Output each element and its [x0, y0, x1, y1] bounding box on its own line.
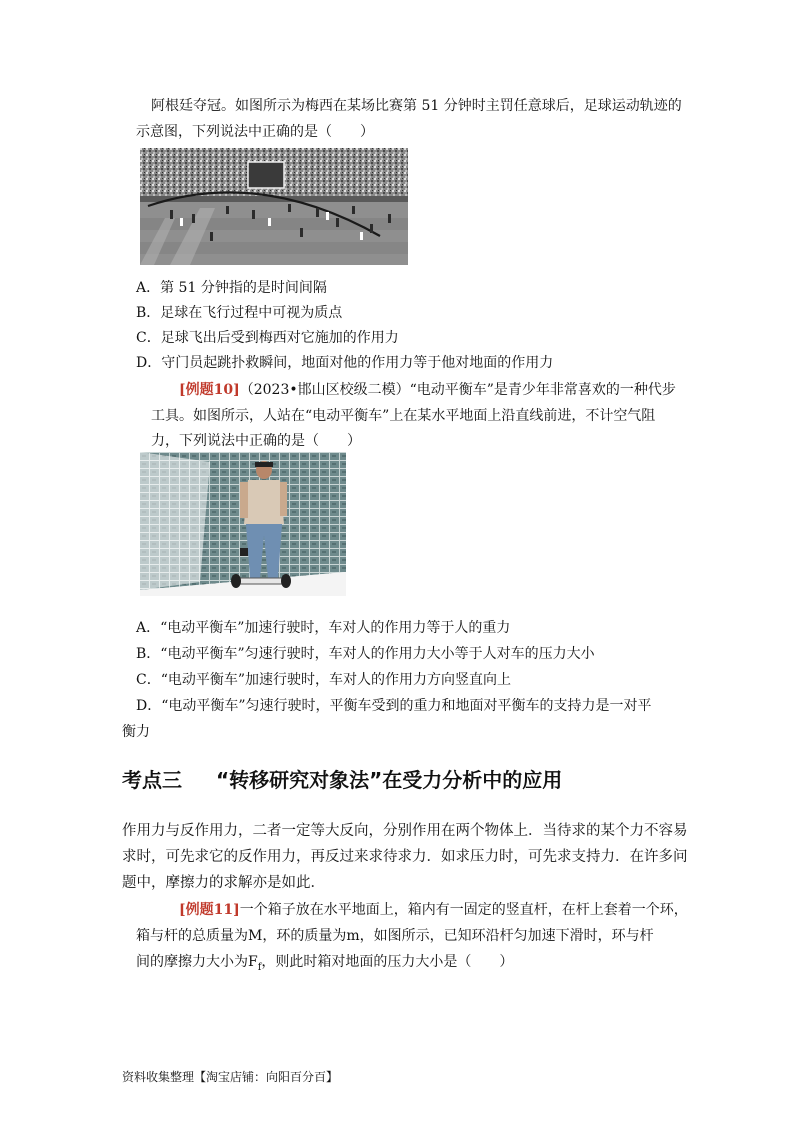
q11-stem-text3-post: ，则此时箱对地面的压力大小是（ ）: [261, 954, 514, 970]
q11-stem-line2: 箱与杆的总质量为M，环的质量为m，如图所示，已知环沿杆匀加速下滑时，环与杆: [136, 928, 654, 944]
section-number: 考点三: [122, 768, 182, 792]
q10-option-d: D．“电动平衡车”匀速行驶时，平衡车受到的重力和地面对平衡车的支持力是一对平: [136, 698, 652, 714]
q10-option-d-continued: 衡力: [122, 724, 150, 740]
q9-option-c: C．足球飞出后受到梅西对它施加的作用力: [136, 330, 399, 346]
q11-stem-text3-pre: 间的摩擦力大小为F: [136, 954, 258, 970]
q11-friction-subscript: f: [257, 961, 262, 973]
q9-option-a: A．第 51 分钟指的是时间间隔: [136, 280, 327, 296]
q10-stem-line3: 力，下列说法中正确的是（ ）: [151, 433, 361, 449]
soccer-trajectory-figure: [140, 148, 408, 265]
q10-tag: [例题10]: [179, 382, 240, 398]
section-paragraph-line1: 作用力与反作用力，二者一定等大反向，分别作用在两个物体上．当待求的某个力不容易: [122, 823, 688, 839]
q9-stem-line2: 示意图，下列说法中正确的是（ ）: [136, 124, 374, 140]
q11-tag: [例题11]: [179, 902, 240, 918]
section-paragraph-line2: 求时，可先求它的反作用力，再反过来求待求力．如求压力时，可先求支持力．在许多问: [122, 849, 688, 865]
soccer-figure-svg: [140, 148, 408, 265]
section-title: “转移研究对象法”在受力分析中的应用: [216, 768, 563, 792]
q10-stem-text1: （2023•邯山区校级二模）“电动平衡车”是青少年非常喜欢的一种代步: [239, 382, 676, 398]
q10-option-a: A．“电动平衡车”加速行驶时，车对人的作用力等于人的重力: [136, 620, 511, 636]
q11-stem-line1: [179, 900, 688, 920]
q9-stem-line1: 阿根廷夺冠。如图所示为梅西在某场比赛第 51 分钟时主罚任意球后，足球运动轨迹的: [151, 98, 682, 114]
scooter-figure-svg: [140, 452, 346, 596]
q11-stem-text1: 一个箱子放在水平地面上，箱内有一固定的竖直杆，在杆上套着一个环，: [239, 902, 688, 918]
q9-option-b: B．足球在飞行过程中可视为质点: [136, 305, 343, 321]
q9-option-d: D．守门员起跳扑救瞬间，地面对他的作用力等于他对地面的作用力: [136, 355, 554, 371]
q10-option-b: B．“电动平衡车”匀速行驶时，车对人的作用力大小等于人对车的压力大小: [136, 646, 595, 662]
q11-stem-line3: [136, 952, 513, 978]
q10-option-c: C．“电动平衡车”加速行驶时，车对人的作用力方向竖直向上: [136, 672, 512, 688]
balance-scooter-figure: [140, 452, 346, 596]
section-heading: [122, 764, 562, 793]
q10-stem-line2: 工具。如图所示，人站在“电动平衡车”上在某水平地面上沿直线前进，不计空气阻: [151, 408, 656, 424]
section-paragraph-line3: 题中，摩擦力的求解亦是如此．: [122, 875, 325, 891]
q10-stem-line1: [179, 380, 676, 400]
page-footer: 资料收集整理【淘宝店铺：向阳百分百】: [122, 1070, 339, 1084]
